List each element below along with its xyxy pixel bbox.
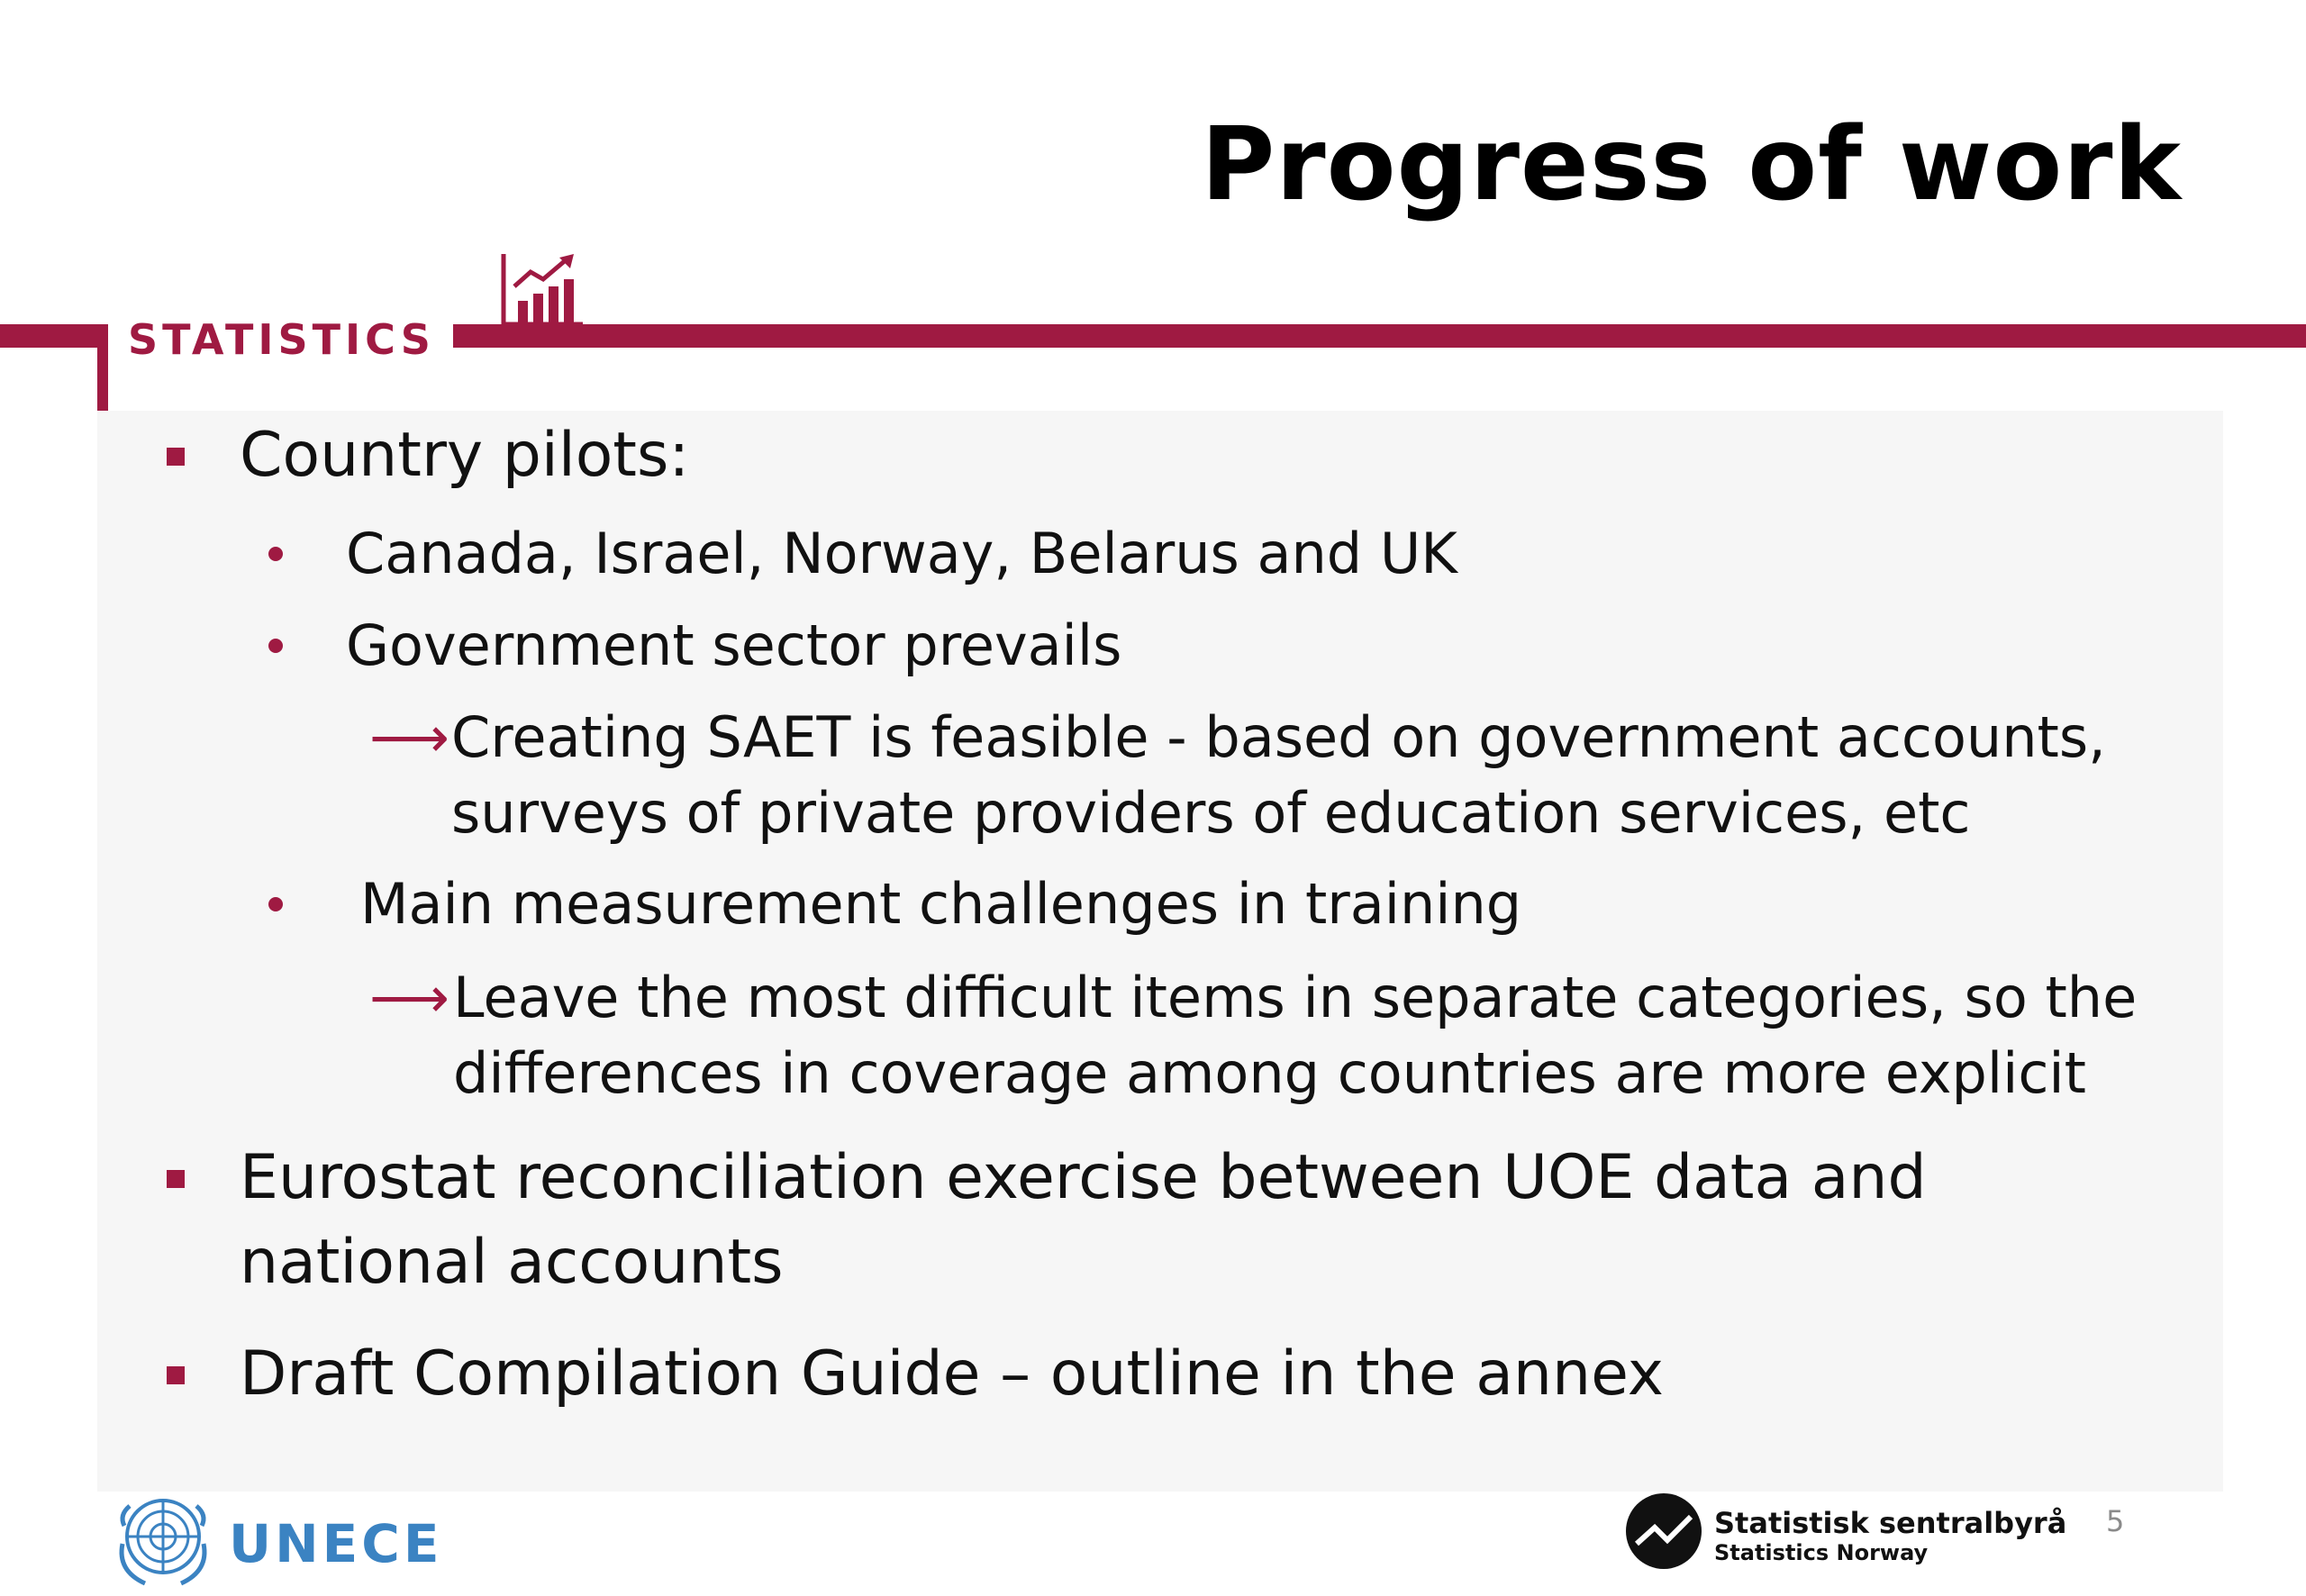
- sub-bullet-training: Main measurement challenges in training: [360, 871, 1522, 937]
- ssb-name: Statistisk sentralbyrå: [1714, 1506, 2067, 1540]
- arrow-text-categories-line1: Leave the most difficult items in separate categories, so the: [453, 965, 2138, 1030]
- dot-bullet-icon: [268, 897, 283, 911]
- page-number: 5: [2106, 1504, 2125, 1538]
- sub-bullet-government: Government sector prevails: [346, 612, 1122, 678]
- unece-wordmark: UNECE: [229, 1513, 443, 1574]
- arrow-text-saet-line1: Creating SAET is feasible - based on government accounts,: [451, 704, 2106, 770]
- arrow-icon: ⟶: [369, 965, 449, 1030]
- square-bullet-icon: [167, 1170, 185, 1188]
- section-label: STATISTICS: [128, 315, 435, 364]
- bullet-country-pilots: Country pilots:: [240, 420, 690, 491]
- ssb-subtitle: Statistics Norway: [1714, 1540, 1929, 1565]
- slide-title: Progress of work: [1201, 106, 2182, 223]
- arrow-text-saet-line2: surveys of private providers of education services, etc: [451, 780, 1971, 846]
- arrow-icon: ⟶: [369, 704, 449, 770]
- sub-bullet-countries: Canada, Israel, Norway, Belarus and UK: [346, 521, 1457, 586]
- dot-bullet-icon: [268, 639, 283, 653]
- bullet-eurostat-line1: Eurostat reconciliation exercise between UOE data and: [240, 1142, 1927, 1213]
- bullet-compilation-guide: Draft Compilation Guide – outline in the annex: [240, 1338, 1664, 1410]
- bar-chart-trend-icon: [500, 250, 586, 333]
- ssb-logo-icon: [1624, 1492, 1703, 1571]
- dot-bullet-icon: [268, 547, 283, 561]
- square-bullet-icon: [167, 1366, 185, 1384]
- header-rule-left: [0, 324, 106, 348]
- arrow-text-categories-line2: differences in coverage among countries are more explicit: [453, 1040, 2086, 1106]
- square-bullet-icon: [167, 448, 185, 466]
- un-emblem-icon: [104, 1490, 222, 1589]
- header-rule-right: [453, 324, 2306, 348]
- bullet-eurostat-line2: national accounts: [240, 1227, 784, 1298]
